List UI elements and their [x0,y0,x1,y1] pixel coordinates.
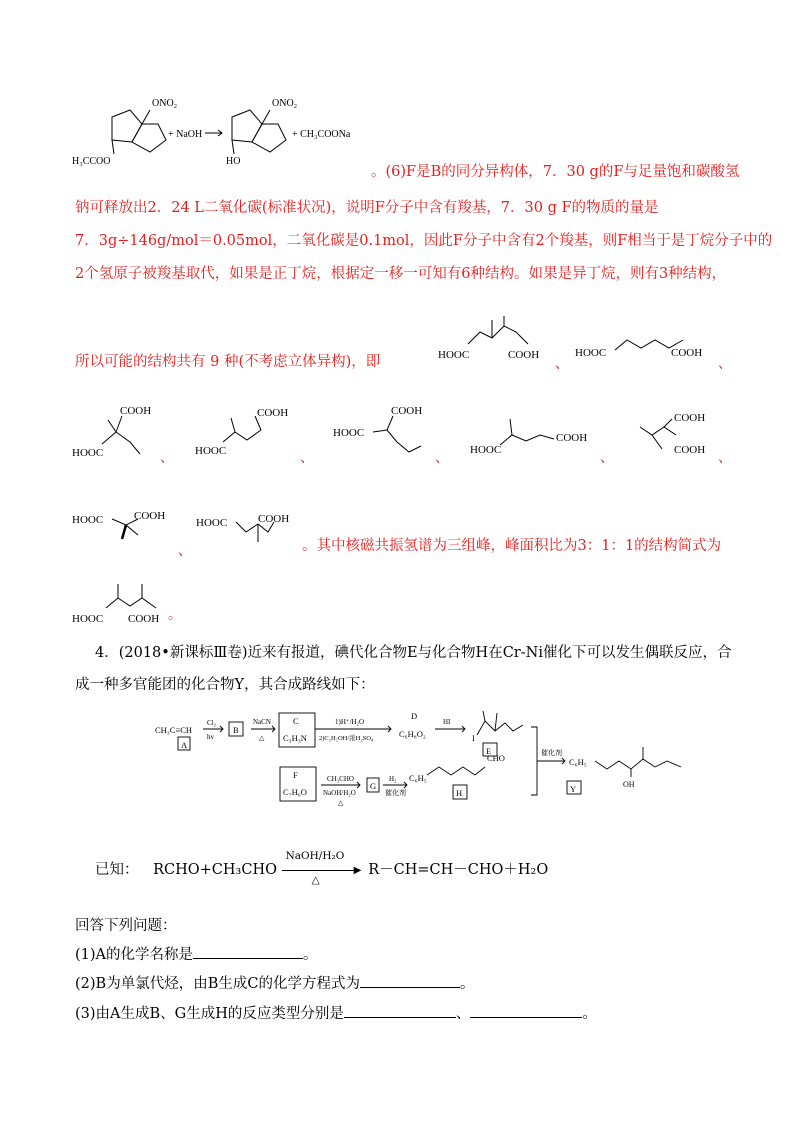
synthesis-route [155,705,695,810]
ono2-label: ONO₂ [152,98,178,109]
svg-text:COOH: COOH [258,513,290,525]
solution-line-5: 所以可能的结构共有 9 种(不考虑立体异构)，即 [75,354,381,370]
svg-text:CHO: CHO [487,753,505,763]
svg-text:HOOC: HOOC [575,347,607,359]
acetate-product: + CH₃COONa [292,129,351,140]
svg-text:C: C [293,716,299,726]
separator: 、 [178,543,192,559]
svg-text:催化剂: 催化剂 [541,749,562,757]
svg-text:G: G [370,781,377,791]
ono2-label: ONO₂ [272,98,298,109]
svg-text:COOH: COOH [128,613,160,625]
separator: 、 [555,356,569,372]
svg-text:COOH: COOH [508,349,540,361]
questions-intro: 回答下列问题： [75,918,177,934]
svg-text:HOOC: HOOC [72,514,104,526]
svg-text:HOOC: HOOC [470,444,502,456]
structure-9 [196,508,306,548]
separator: 、 [160,450,174,466]
svg-text:HOOC: HOOC [72,447,104,459]
structure-3 [72,398,172,463]
svg-text:COOH: COOH [556,432,588,444]
svg-text:△: △ [338,799,344,807]
svg-text:C₃H₃N: C₃H₃N [283,733,307,743]
naoh-reagent: + NaOH [168,129,203,140]
svg-text:COOH: COOH [391,405,423,417]
svg-text:C₇H₆O: C₇H₆O [283,787,307,797]
svg-text:CH₃C≡CH: CH₃C≡CH [155,725,193,735]
structure-6 [470,405,610,460]
svg-text:COOH: COOH [120,405,152,417]
svg-text:hv: hv [207,733,214,741]
svg-text:HOOC: HOOC [196,517,228,529]
svg-text:COOH: COOH [671,347,703,359]
question-1: (1)A的化学名称是 。 [75,943,318,964]
svg-text:B: B [233,725,239,735]
answer-blank[interactable] [470,1003,582,1018]
ho-label: HO [226,156,241,167]
separator: 、 [435,450,449,466]
svg-text:HOOC: HOOC [195,445,227,457]
svg-text:F: F [293,770,298,780]
svg-text:COOH: COOH [674,444,706,456]
answer-blank[interactable] [360,973,460,988]
svg-text:CH₃CHO: CH₃CHO [327,775,354,783]
structure-answer [72,578,182,628]
known-arrow: NaOH/H₂O ▶ △ [282,862,364,878]
svg-text:HOOC: HOOC [72,613,104,625]
svg-text:NaCN: NaCN [253,718,271,726]
svg-text:HI: HI [443,718,451,726]
svg-text:HOOC: HOOC [333,427,365,439]
structure-4 [195,400,305,460]
known-lhs: RCHO+CH₃CHO [153,862,277,878]
svg-text:E: E [486,746,492,756]
svg-text:A: A [181,740,188,750]
svg-text:D: D [411,711,418,721]
svg-text:C₆H₅: C₆H₅ [409,773,427,783]
svg-text:H₂: H₂ [389,775,397,783]
known-equation [95,850,549,886]
h3ccoo-label: H₃CCOO [72,156,111,167]
answer-blank[interactable] [193,944,303,959]
structure-7 [632,405,722,460]
svg-text:COOH: COOH [134,510,166,522]
svg-text:OH: OH [623,780,635,789]
structure-8 [72,505,182,550]
structure-2 [575,318,720,363]
question-3: (3)由A生成B、G生成H的反应类型分别是 、 。 [75,1002,597,1023]
svg-text:2)C₂H₅OH/浓H₂SO₄: 2)C₂H₅OH/浓H₂SO₄ [319,735,374,742]
svg-text:1)H⁺/H₂O: 1)H⁺/H₂O [335,718,365,726]
svg-text:C₆H₈O₂: C₆H₈O₂ [399,729,426,739]
solution-line-8: 。其中核磁共振氢谱为三组峰，峰面积比为3：1：1的结构简式为 [302,538,722,554]
solution-line-2: 钠可释放出2．24 L二氧化碳(标准状况)，说明F分子中含有羧基，7．30 g F的物质的量是 [75,200,659,216]
structure-5 [333,400,443,465]
solution-line-1: 。(6)F是B的同分异构体，7．30 g的F与足量饱和碳酸氢 [371,164,740,180]
separator: 、 [600,450,614,466]
svg-text:HOOC: HOOC [438,349,470,361]
q4-line-2: 成一种多官能团的化合物Y，其合成路线如下： [75,677,375,693]
svg-text:C₆H₅: C₆H₅ [569,757,587,767]
separator: 、 [718,450,732,466]
question-2: (2)B为单氯代烃，由B生成C的化学方程式为 。 [75,972,474,993]
solution-line-3: 7．3g÷146g/mol＝0.05mol，二氧化碳是0.1mol，因此F分子中含有2个羧基，则F相当于是丁烷分子中的 [75,233,773,249]
known-rhs: R－CH=CH－CHO＋H₂O [368,862,549,878]
svg-text:Y: Y [570,784,577,794]
sentence-end: 。 [168,607,182,623]
svg-text:H: H [456,788,463,798]
separator: 、 [300,450,314,466]
svg-text:I: I [472,733,475,743]
svg-text:NaOH/H₂O: NaOH/H₂O [323,789,356,797]
separator: 、 [718,356,732,372]
svg-text:Cl₂: Cl₂ [207,719,217,727]
svg-text:COOH: COOH [674,412,706,424]
solution-line-4: 2个氢原子被羧基取代，如果是正丁烷，根据定一移一可知有6种结构。如果是异丁烷，则有3种结构， [75,266,727,282]
q4-line-1: 4．(2018•新课标Ⅲ卷)近来有报道，碘代化合物E与化合物H在Cr-Ni催化下可以发生偶联反应，合 [95,645,732,661]
structure-1 [438,310,558,365]
svg-text:COOH: COOH [257,407,289,419]
svg-text:△: △ [259,734,265,742]
svg-text:催化剂: 催化剂 [385,789,406,797]
top-reaction-scheme [70,92,370,172]
answer-blank[interactable] [344,1003,456,1018]
known-prefix: 已知： [95,862,139,878]
